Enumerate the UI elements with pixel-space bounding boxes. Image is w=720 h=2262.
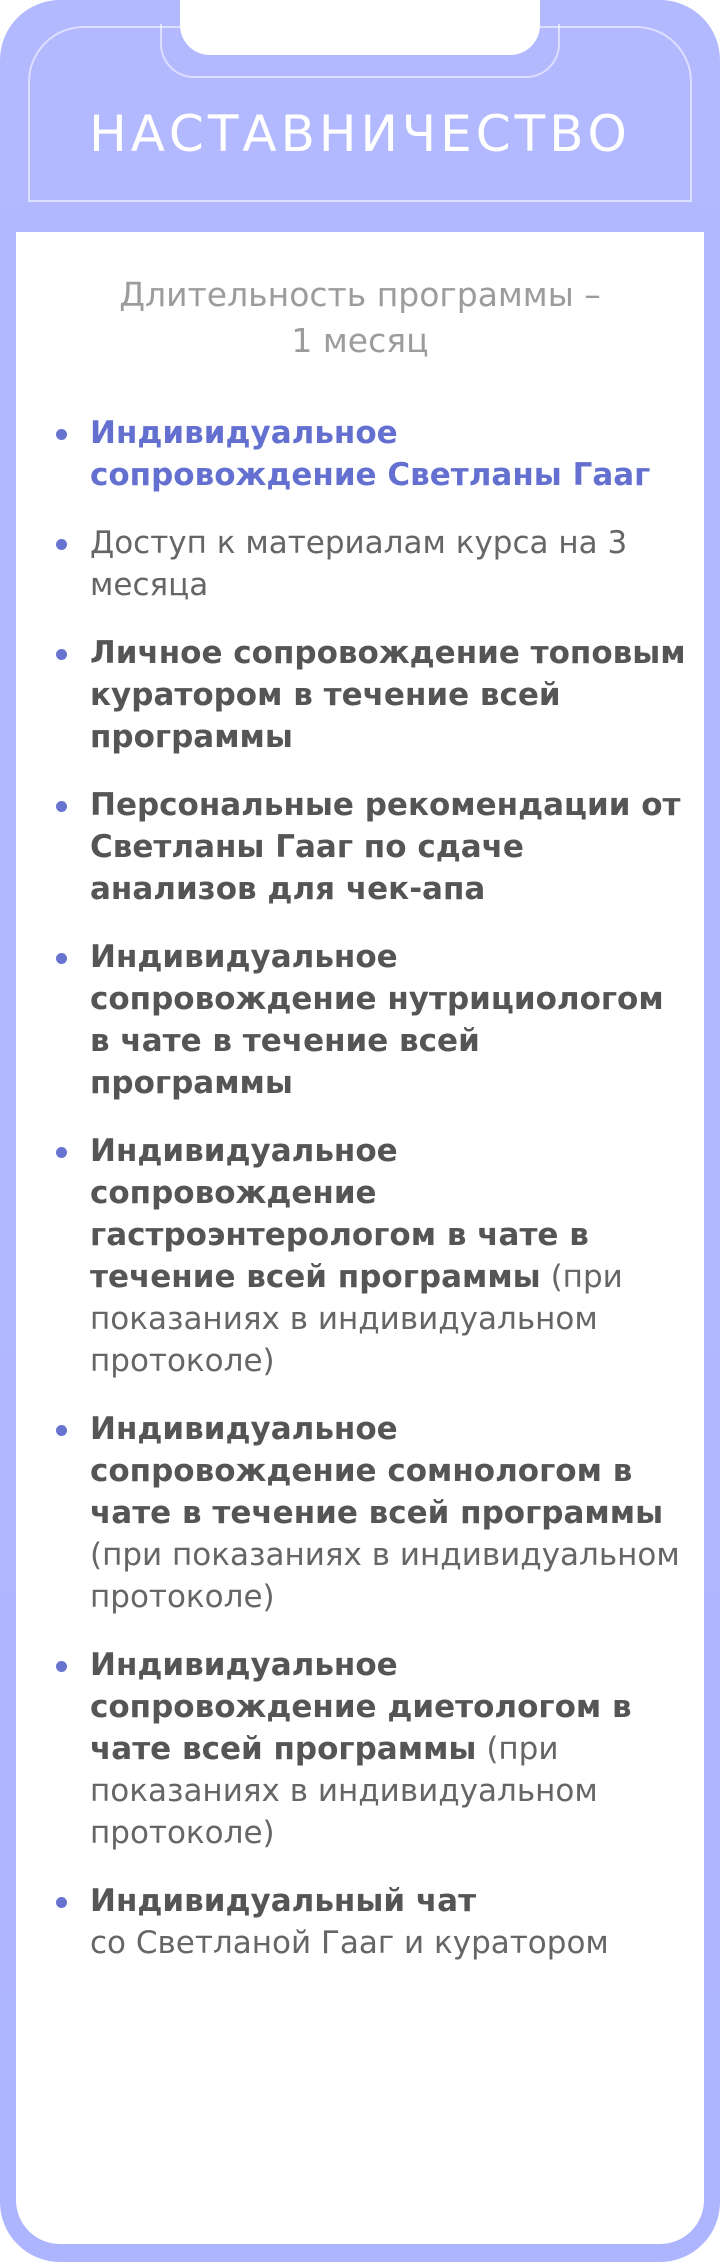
feature-item — [56, 412, 686, 496]
feature-bold-text: Личное сопровождение топовым куратором в течение всей программы — [90, 635, 686, 755]
feature-light-text: (при показаниях в индивидуальном протоколе) — [90, 1731, 598, 1851]
feature-item — [56, 1408, 686, 1618]
feature-light-text: Доступ к материалам курса на 3 месяца — [90, 525, 628, 603]
bullet-icon — [56, 1661, 67, 1672]
feature-light-text: (при показаниях в индивидуальном протоколе) — [90, 1537, 680, 1615]
bullet-icon — [56, 1425, 67, 1436]
card-content — [16, 232, 704, 2244]
feature-item — [56, 1880, 686, 1964]
feature-bold-text: Персональные рекомендации от Светланы Гааг по сдаче анализов для чек-апа — [90, 787, 681, 907]
feature-item — [56, 522, 686, 606]
duration-line-1: Длительность программы – — [119, 275, 601, 314]
feature-bold-text: Индивидуальный чат — [90, 1883, 477, 1919]
feature-bold-text: Индивидуальное сопровождение сомнологом в чате в течение всей программы — [90, 1411, 664, 1531]
bullet-icon — [56, 1147, 67, 1158]
feature-bold-text: Индивидуальное сопровождение гастроэнтерологом в чате в течение всей программы — [90, 1133, 589, 1295]
feature-bold-text: Индивидуальное сопровождение нутрициологом в чате в течение всей программы — [90, 939, 664, 1101]
bullet-icon — [56, 953, 67, 964]
card-title: НАСТАВНИЧЕСТВО — [89, 105, 631, 163]
header-frame-notch — [160, 24, 560, 78]
bullet-icon — [56, 801, 67, 812]
feature-bold-text: Индивидуальное сопровождение диетологом в чате всей программы — [90, 1647, 632, 1767]
program-duration — [16, 272, 704, 364]
bullet-icon — [56, 429, 67, 440]
duration-line-2: 1 месяц — [291, 321, 429, 360]
feature-item — [56, 936, 686, 1104]
feature-list — [56, 412, 686, 1990]
feature-item — [56, 1644, 686, 1854]
feature-item — [56, 784, 686, 910]
bullet-icon — [56, 539, 67, 550]
feature-item — [56, 632, 686, 758]
bullet-icon — [56, 1897, 67, 1908]
feature-item — [56, 1130, 686, 1382]
feature-bold-text: Индивидуальное сопровождение Светланы Гааг — [90, 415, 651, 493]
feature-light-text: со Светланой Гааг и куратором — [90, 1925, 609, 1961]
bullet-icon — [56, 649, 67, 660]
feature-light-text: (при показаниях в индивидуальном протоколе) — [90, 1259, 623, 1379]
